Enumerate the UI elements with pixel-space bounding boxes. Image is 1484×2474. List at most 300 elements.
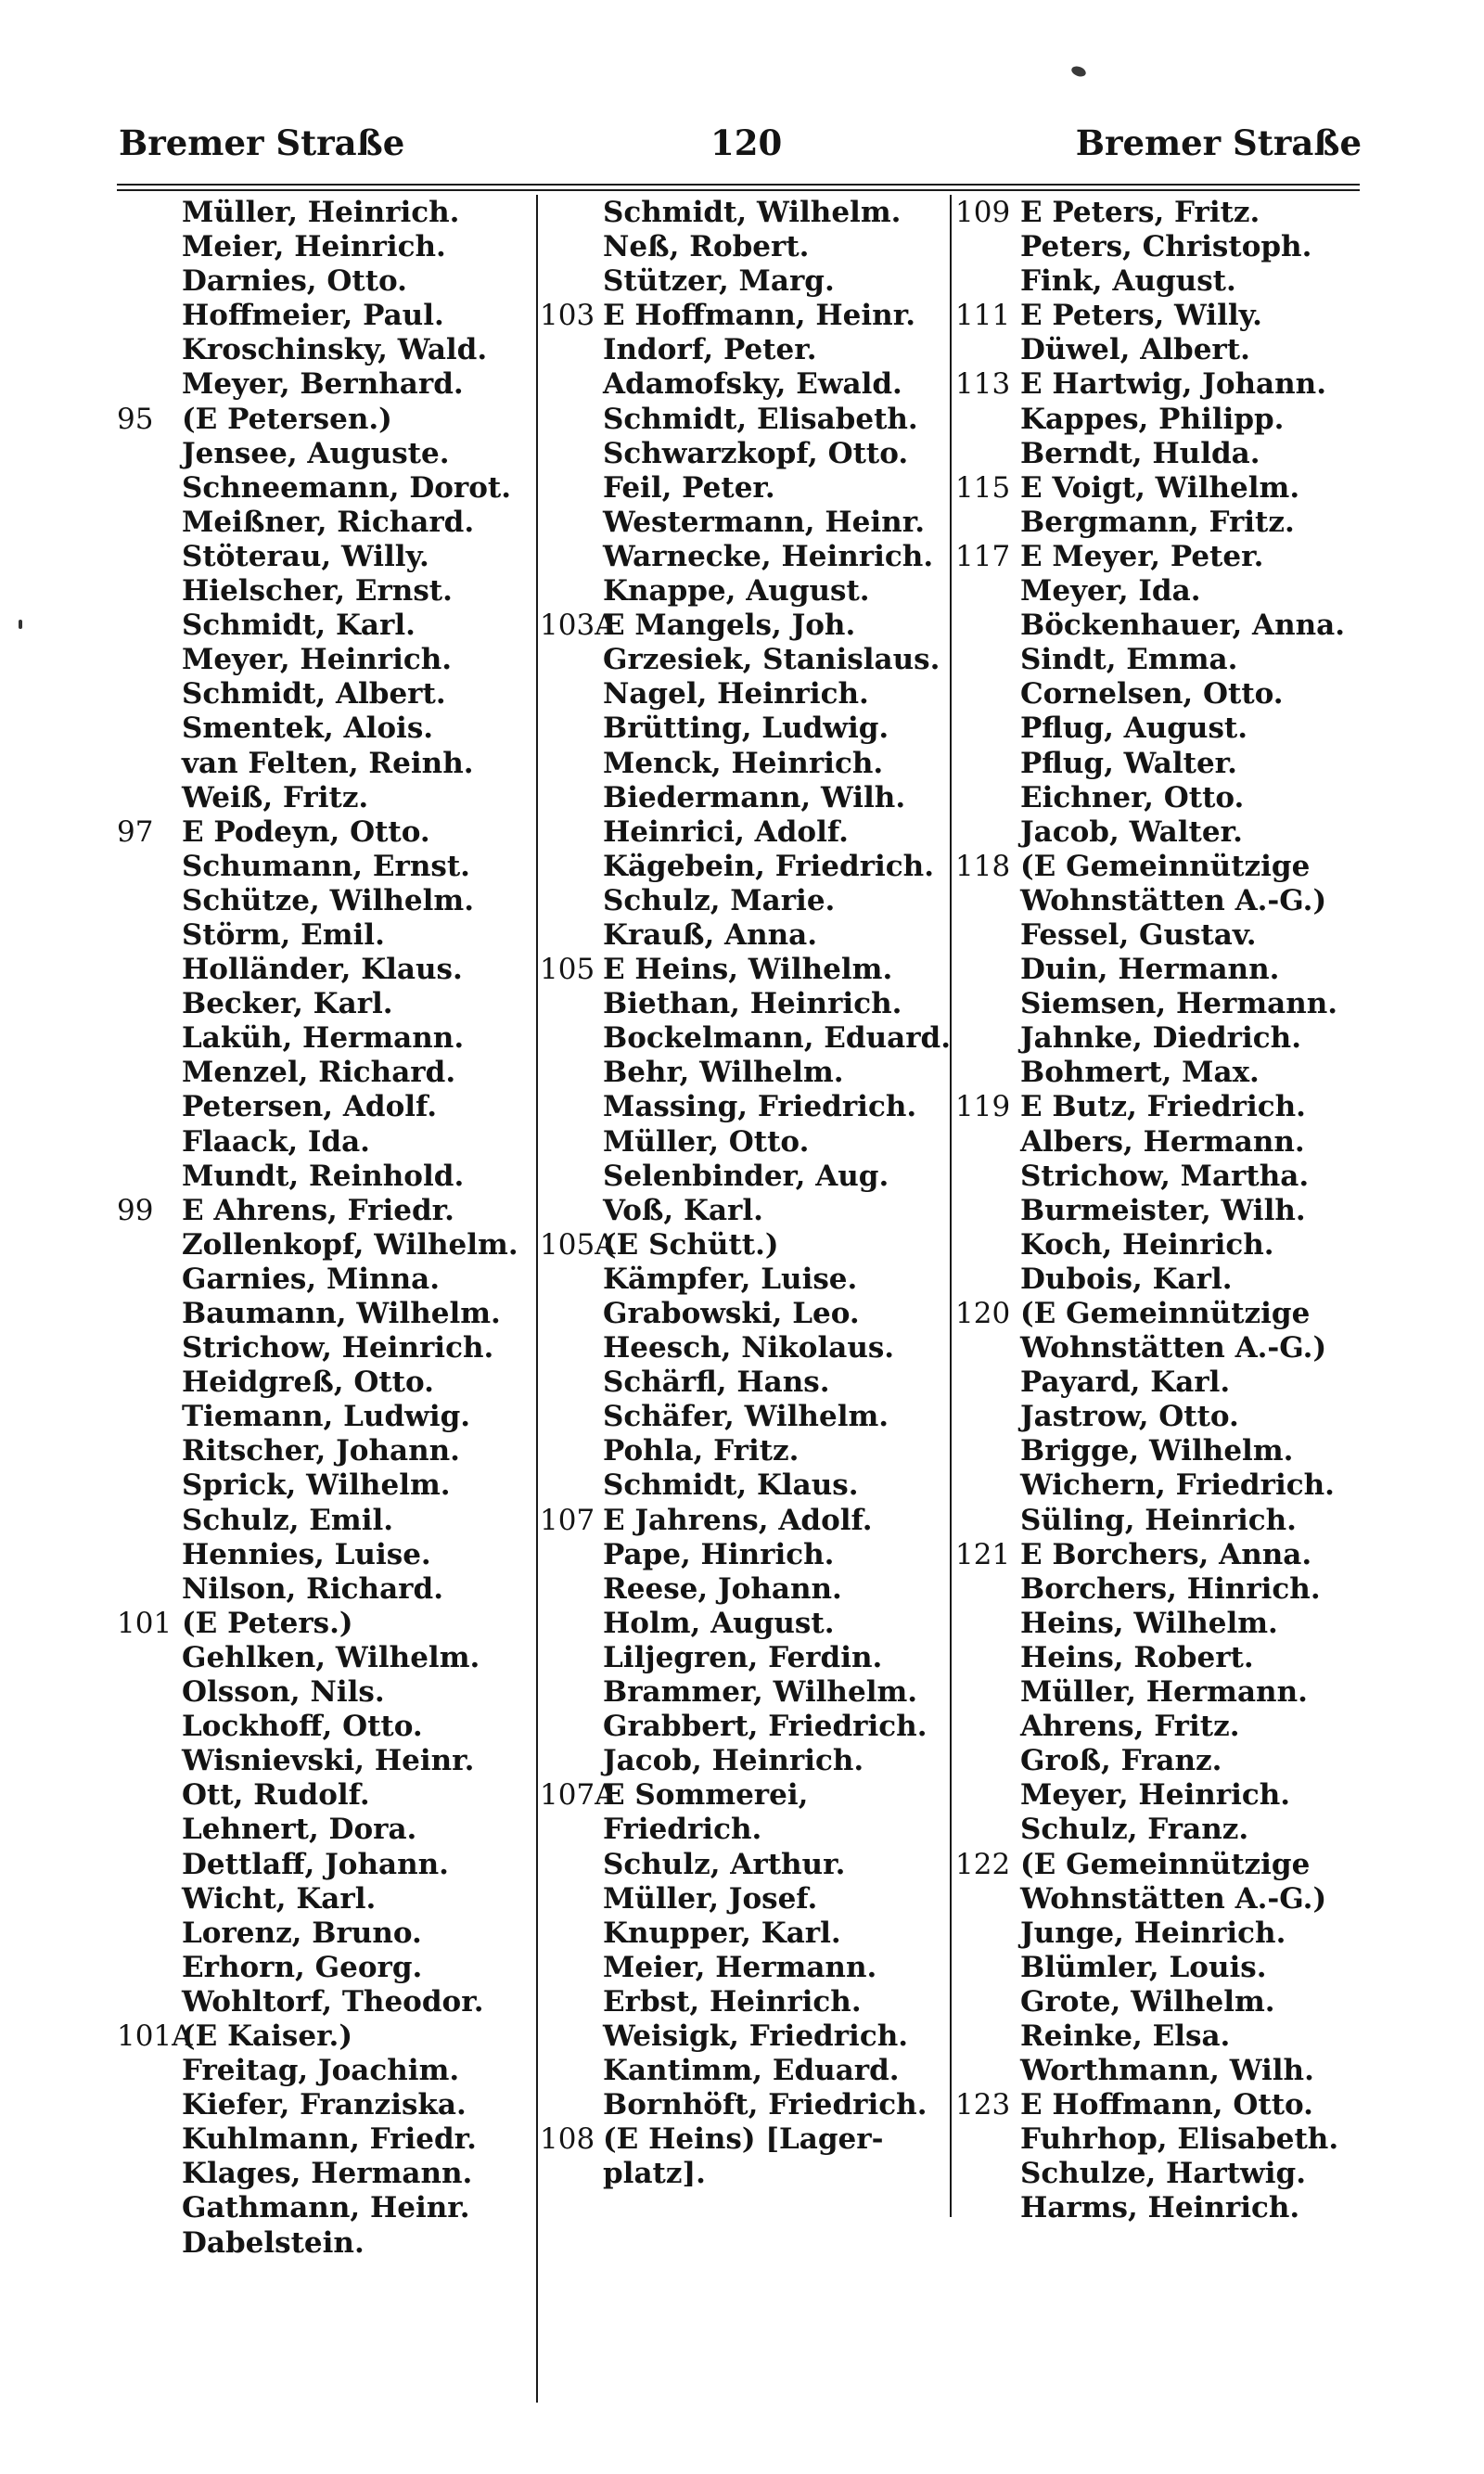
resident-name: Heins, Robert. (1020, 1640, 1254, 1674)
directory-entry (955, 471, 1368, 506)
directory-entry (955, 1985, 1368, 2019)
resident-name: Menzel, Richard. (182, 1056, 456, 1090)
resident-name: (E Petersen.) (182, 402, 392, 436)
resident-name: Schulz, Franz. (1020, 1813, 1249, 1847)
resident-name: E Peters, Fritz. (1020, 196, 1260, 229)
resident-name: Freitag, Joachim. (182, 2054, 460, 2088)
directory-entry (117, 1916, 534, 1951)
directory-entry (117, 1951, 534, 1985)
resident-name: Pflug, Walter. (1020, 746, 1237, 780)
resident-name: Lorenz, Bruno. (182, 1916, 422, 1950)
directory-entry (117, 1400, 534, 1434)
resident-name: Schwarzkopf, Otto. (603, 436, 909, 470)
directory-entry (117, 1607, 534, 1641)
header-street-left: Bremer Straße (119, 122, 405, 163)
directory-entry (955, 1848, 1368, 1882)
directory-entry (117, 196, 534, 230)
house-number: 120 (955, 1297, 1011, 1330)
resident-name: Reese, Johann. (603, 1571, 842, 1606)
directory-entry (540, 1538, 948, 1572)
resident-name: Schmidt, Klaus. (603, 1468, 859, 1503)
directory-entry (540, 471, 948, 506)
directory-entry (955, 1744, 1368, 1778)
resident-name: Payard, Karl. (1020, 1365, 1231, 1400)
resident-name: Tiemann, Ludwig. (182, 1400, 471, 1434)
directory-entry (540, 953, 948, 987)
resident-name: Klages, Hermann. (182, 2157, 473, 2191)
resident-name: Grabowski, Leo. (603, 1297, 860, 1330)
directory-entry (955, 953, 1368, 987)
page-header (119, 119, 1362, 167)
house-number: 101A (117, 2019, 193, 2053)
resident-name: Meißner, Richard. (182, 505, 475, 539)
resident-name: Kämpfer, Luise. (603, 1262, 858, 1296)
resident-name: Erhorn, Georg. (182, 1950, 423, 1984)
house-number: 121 (955, 1537, 1011, 1571)
ink-mark (19, 620, 22, 629)
resident-name: Eichner, Otto. (1020, 780, 1245, 814)
house-number: 105A (540, 1227, 616, 1262)
resident-name: Blümler, Louis. (1020, 1950, 1267, 1984)
resident-name: Stöterau, Willy. (182, 539, 429, 573)
resident-name: Jahnke, Diedrich. (1020, 1021, 1301, 1056)
resident-name: Böckenhauer, Anna. (1020, 609, 1346, 643)
resident-name: Wisnievski, Heinr. (182, 1744, 475, 1778)
directory-entry (955, 1882, 1368, 1916)
directory-entry (540, 1228, 948, 1263)
resident-name: Westermann, Heinr. (603, 505, 925, 539)
resident-name: Störm, Emil. (182, 917, 385, 952)
directory-entry (540, 2088, 948, 2122)
resident-name: Gehlken, Wilhelm. (182, 1640, 480, 1674)
resident-name: Hielscher, Ernst. (182, 574, 453, 609)
resident-name: Wicht, Karl. (182, 1881, 377, 1916)
directory-entry (955, 574, 1368, 609)
resident-name: Junge, Heinrich. (1020, 1916, 1286, 1950)
directory-entry (117, 2226, 534, 2261)
house-number: 101 (117, 1606, 173, 1640)
resident-name: Knupper, Karl. (603, 1916, 841, 1950)
resident-name: Ritscher, Johann. (182, 1434, 460, 1468)
column-divider-2 (950, 195, 952, 2217)
directory-entry (540, 884, 948, 918)
resident-name: Grzesiek, Stanislaus. (603, 643, 940, 677)
directory-entry (540, 1160, 948, 1194)
resident-name: E Meyer, Peter. (1020, 539, 1264, 573)
directory-entry (540, 1021, 952, 1056)
directory-entry (117, 1056, 534, 1090)
directory-entry (117, 781, 534, 815)
resident-name: Heins, Wilhelm. (1020, 1606, 1278, 1640)
directory-entry (955, 747, 1368, 781)
resident-name: Burmeister, Wilh. (1020, 1193, 1306, 1227)
resident-name: Garnies, Minna. (182, 1262, 441, 1296)
resident-name: Petersen, Adolf. (182, 1090, 438, 1124)
resident-name: Jastrow, Otto. (1020, 1400, 1239, 1434)
resident-name: Schmidt, Albert. (182, 677, 446, 711)
resident-name: Zollenkopf, Wilhelm. (182, 1227, 518, 1262)
resident-name: Brammer, Wilhelm. (603, 1675, 918, 1710)
resident-name: Sprick, Wilhelm. (182, 1468, 451, 1503)
resident-name: Massing, Friedrich. (603, 1090, 917, 1124)
resident-name: Brigge, Wilhelm. (1020, 1434, 1294, 1468)
resident-name: Kappes, Philipp. (1020, 402, 1285, 436)
column-divider-1 (536, 195, 538, 2403)
directory-entry (540, 230, 948, 264)
directory-entry (117, 1263, 534, 1297)
resident-name: Berndt, Hulda. (1020, 436, 1260, 470)
directory-entry (117, 1090, 534, 1124)
house-number: 122 (955, 1847, 1011, 1881)
resident-name: Dubois, Karl. (1020, 1262, 1233, 1296)
directory-entry (540, 196, 948, 230)
resident-name: Schmidt, Karl. (182, 609, 416, 643)
resident-name: Olsson, Nils. (182, 1675, 385, 1710)
resident-name: Weisigk, Friedrich. (603, 2019, 909, 2053)
directory-entry (955, 711, 1368, 746)
resident-name: Koch, Heinrich. (1020, 1227, 1274, 1262)
directory-entry (955, 1813, 1368, 1847)
directory-entry (117, 884, 534, 918)
resident-name: Behr, Wilhelm. (603, 1056, 844, 1090)
directory-entry (117, 1434, 534, 1468)
ink-speck (1070, 65, 1087, 79)
directory-entry (955, 1056, 1368, 1090)
house-number: 95 (117, 402, 154, 436)
directory-entry (117, 230, 534, 264)
directory-entry (540, 1607, 948, 1641)
resident-name: (E Gemeinnützige (1020, 1847, 1311, 1881)
resident-name: Darnies, Otto. (182, 264, 407, 299)
resident-name: (E Kaiser.) (182, 2019, 353, 2053)
directory-entry (955, 884, 1368, 918)
directory-entry (117, 264, 534, 299)
directory-entry (955, 1468, 1368, 1503)
directory-entry (117, 815, 534, 850)
directory-entry (117, 1538, 534, 1572)
resident-name: Kiefer, Franziska. (182, 2088, 467, 2122)
house-number: 117 (955, 539, 1011, 573)
resident-name: Duin, Hermann. (1020, 953, 1280, 987)
directory-entry (117, 1468, 534, 1503)
directory-entry (117, 367, 534, 402)
resident-name: Schulze, Hartwig. (1020, 2157, 1306, 2191)
directory-entry (955, 1021, 1368, 1056)
directory-entry (955, 1194, 1368, 1228)
directory-entry (117, 540, 534, 574)
house-number: 118 (955, 849, 1011, 883)
resident-name: Menck, Heinrich. (603, 746, 884, 780)
resident-name: Meyer, Heinrich. (1020, 1778, 1291, 1813)
resident-name: Pape, Hinrich. (603, 1537, 835, 1571)
resident-name: Dabelstein. (182, 2225, 365, 2260)
directory-entry (540, 1297, 948, 1331)
directory-entry (540, 1675, 948, 1710)
resident-name: Meyer, Ida. (1020, 574, 1201, 609)
resident-name: E Hartwig, Johann. (1020, 367, 1327, 402)
directory-entry (117, 574, 534, 609)
resident-name: Meyer, Heinrich. (182, 643, 453, 677)
directory-entry (540, 403, 948, 437)
directory-entry (117, 1848, 534, 1882)
directory-entry (955, 987, 1368, 1021)
directory-entry (117, 2088, 534, 2122)
resident-name: Cornelsen, Otto. (1020, 677, 1284, 711)
directory-entry (955, 1641, 1368, 1675)
directory-entry (955, 367, 1368, 402)
directory-entry (540, 1468, 948, 1503)
column-middle (540, 196, 952, 2191)
resident-name: van Felten, Reinh. (182, 746, 474, 780)
directory-entry (540, 677, 948, 711)
house-number: 119 (955, 1090, 1011, 1124)
directory-entry (955, 403, 1368, 437)
resident-name: Baumann, Wilhelm. (182, 1297, 501, 1330)
resident-name: Müller, Heinrich. (182, 196, 460, 229)
directory-entry (117, 2019, 534, 2054)
directory-entry (540, 299, 948, 333)
directory-entry (117, 437, 534, 471)
directory-entry (540, 815, 948, 850)
resident-name: Ott, Rudolf. (182, 1778, 370, 1813)
column-left (117, 196, 534, 2261)
directory-entry (955, 1297, 1368, 1331)
directory-entry (117, 1882, 534, 1916)
directory-entry (955, 506, 1368, 540)
house-number: 107 (540, 1503, 595, 1537)
directory-entry (540, 333, 948, 367)
resident-name: Knappe, August. (603, 574, 870, 609)
directory-entry (540, 1263, 948, 1297)
directory-entry (117, 711, 534, 746)
directory-entry (955, 1607, 1368, 1641)
resident-name: (E Gemeinnützige (1020, 849, 1311, 883)
directory-entry (540, 747, 948, 781)
resident-name: Peters, Christoph. (1020, 230, 1312, 264)
resident-name: Fessel, Gustav. (1020, 917, 1257, 952)
resident-name: Meyer, Bernhard. (182, 367, 464, 402)
resident-name: Borchers, Hinrich. (1020, 1571, 1321, 1606)
resident-name: E Jahrens, Adolf. (603, 1503, 873, 1537)
resident-name: E Heins, Wilhelm. (603, 953, 893, 987)
resident-name: Bornhöft, Friedrich. (603, 2088, 928, 2122)
resident-name: Biethan, Heinrich. (603, 987, 902, 1021)
directory-entry (955, 1538, 1368, 1572)
directory-entry (117, 1160, 534, 1194)
directory-entry (955, 1400, 1368, 1434)
directory-entry (955, 540, 1368, 574)
directory-entry (540, 987, 948, 1021)
directory-entry (955, 1365, 1368, 1400)
directory-entry (540, 1434, 948, 1468)
resident-name: (E Peters.) (182, 1606, 353, 1640)
resident-name: Erbst, Heinrich. (603, 1984, 862, 2019)
resident-name: (E Gemeinnützige (1020, 1297, 1311, 1330)
resident-name: Laküh, Hermann. (182, 1021, 465, 1056)
resident-name: Smentek, Alois. (182, 711, 434, 746)
resident-name: E Hoffmann, Heinr. (603, 299, 915, 333)
resident-name: Wichern, Friedrich. (1020, 1468, 1335, 1503)
resident-name: Hennies, Luise. (182, 1537, 431, 1571)
resident-name: Wohnstätten A.-G.) (1020, 1881, 1327, 1916)
directory-entry (540, 850, 948, 884)
directory-entry (540, 1882, 948, 1916)
directory-entry (540, 437, 948, 471)
resident-name: Weiß, Fritz. (182, 780, 369, 814)
house-number: 103A (540, 609, 616, 643)
resident-name: Jacob, Walter. (1020, 814, 1243, 849)
directory-entry (117, 2122, 534, 2157)
resident-name: Süling, Heinrich. (1020, 1503, 1297, 1537)
resident-name: Stützer, Marg. (603, 264, 835, 299)
directory-entry (117, 506, 534, 540)
directory-entry (117, 1297, 534, 1331)
directory-entry (955, 677, 1368, 711)
resident-name: Ahrens, Fritz. (1020, 1710, 1240, 1744)
directory-entry (117, 1365, 534, 1400)
resident-name: Voß, Karl. (603, 1193, 763, 1227)
directory-entry (117, 333, 534, 367)
directory-entry (117, 471, 534, 506)
resident-name: Warnecke, Heinrich. (603, 539, 934, 573)
directory-entry (955, 815, 1368, 850)
resident-name: Bohmert, Max. (1020, 1056, 1260, 1090)
resident-name: Friedrich. (603, 1813, 762, 1847)
resident-name: Nagel, Heinrich. (603, 677, 869, 711)
resident-name: Wohltorf, Theodor. (182, 1984, 484, 2019)
directory-entry (955, 2122, 1368, 2157)
house-number: 115 (955, 470, 1011, 505)
directory-entry (117, 677, 534, 711)
directory-entry (540, 2019, 948, 2054)
resident-name: E Hoffmann, Otto. (1020, 2088, 1313, 2122)
house-number: 99 (117, 1193, 154, 1227)
directory-entry (117, 299, 534, 333)
directory-entry (955, 1434, 1368, 1468)
directory-entry (540, 1916, 948, 1951)
directory-entry (955, 2019, 1368, 2054)
resident-name: Grabbert, Friedrich. (603, 1710, 928, 1744)
resident-name: Krauß, Anna. (603, 917, 818, 952)
directory-entry (540, 1744, 948, 1778)
resident-name: Schmidt, Elisabeth. (603, 402, 918, 436)
directory-entry (955, 2157, 1368, 2191)
resident-name: Indorf, Peter. (603, 333, 817, 367)
directory-entry (955, 1572, 1368, 1607)
resident-name: Schäfer, Wilhelm. (603, 1400, 889, 1434)
directory-entry (117, 1331, 534, 1365)
directory-entry (955, 1331, 1368, 1365)
resident-name: Kroschinsky, Wald. (182, 333, 488, 367)
resident-name: Brütting, Ludwig. (603, 711, 889, 746)
directory-entry (955, 1504, 1368, 1538)
directory-entry (540, 1504, 948, 1538)
resident-name: Heidgreß, Otto. (182, 1365, 434, 1400)
directory-entry (117, 1194, 534, 1228)
house-number: 109 (955, 196, 1011, 229)
resident-name: Jensee, Auguste. (182, 436, 450, 470)
directory-entry (955, 1951, 1368, 1985)
resident-name: Grote, Wilhelm. (1020, 1984, 1275, 2019)
resident-name: Düwel, Albert. (1020, 333, 1250, 367)
directory-entry (540, 1813, 948, 1847)
house-number: 113 (955, 367, 1011, 402)
resident-name: Meier, Hermann. (603, 1950, 877, 1984)
directory-entry (540, 2122, 948, 2157)
directory-entry (540, 1951, 948, 1985)
resident-name: E Peters, Willy. (1020, 299, 1262, 333)
resident-name: Schärfl, Hans. (603, 1365, 830, 1400)
directory-entry (540, 264, 948, 299)
directory-entry (540, 1778, 948, 1813)
resident-name: Schumann, Ernst. (182, 849, 470, 883)
directory-entry (540, 1056, 948, 1090)
resident-name: Schulz, Marie. (603, 883, 836, 917)
directory-entry (540, 506, 948, 540)
resident-name: Pohla, Fritz. (603, 1434, 800, 1468)
resident-name: Gathmann, Heinr. (182, 2191, 470, 2225)
directory-entry (540, 1710, 948, 1744)
directory-entry (540, 1848, 948, 1882)
resident-name: Strichow, Martha. (1020, 1159, 1310, 1193)
resident-name: Neß, Robert. (603, 230, 810, 264)
resident-name: E Ahrens, Friedr. (182, 1193, 454, 1227)
directory-entry (117, 2191, 534, 2225)
column-right (955, 196, 1368, 2226)
resident-name: Lockhoff, Otto. (182, 1710, 423, 1744)
directory-entry (955, 1228, 1368, 1263)
resident-name: Selenbinder, Aug. (603, 1159, 889, 1193)
resident-name: Heesch, Nikolaus. (603, 1331, 895, 1365)
directory-entry (117, 1744, 534, 1778)
directory-entry (955, 264, 1368, 299)
resident-name: Biedermann, Wilh. (603, 780, 906, 814)
directory-entry (540, 781, 948, 815)
directory-entry (117, 1778, 534, 1813)
resident-name: Meier, Heinrich. (182, 230, 446, 264)
resident-name: Albers, Hermann. (1020, 1124, 1305, 1159)
directory-entry (540, 2054, 948, 2088)
directory-entry (117, 1125, 534, 1160)
directory-entry (117, 1675, 534, 1710)
directory-entry (540, 1365, 948, 1400)
directory-entry (955, 1710, 1368, 1744)
resident-name: (E Heins) [Lager- (603, 2122, 884, 2157)
resident-name: Groß, Franz. (1020, 1744, 1222, 1778)
resident-name: E Mangels, Joh. (603, 609, 856, 643)
directory-entry (117, 609, 534, 643)
page-number: 120 (710, 122, 783, 163)
directory-entry (540, 1194, 948, 1228)
directory-entry (955, 333, 1368, 367)
resident-name: Schulz, Arthur. (603, 1847, 846, 1881)
resident-name: Kägebein, Friedrich. (603, 849, 935, 883)
directory-entry (540, 540, 948, 574)
resident-name: E Borchers, Anna. (1020, 1537, 1312, 1571)
house-number: 105 (540, 953, 595, 987)
directory-entry (540, 711, 948, 746)
directory-entry (117, 1813, 534, 1847)
resident-name: Reinke, Elsa. (1020, 2019, 1231, 2053)
resident-name: Kantimm, Eduard. (603, 2054, 900, 2088)
directory-entry (955, 1675, 1368, 1710)
resident-name: E Voigt, Wilhelm. (1020, 470, 1300, 505)
directory-entry (117, 1641, 534, 1675)
house-number: 103 (540, 299, 595, 333)
resident-name: (E Schütt.) (603, 1227, 779, 1262)
resident-name: Flaack, Ida. (182, 1124, 370, 1159)
resident-name: Dettlaff, Johann. (182, 1847, 449, 1881)
